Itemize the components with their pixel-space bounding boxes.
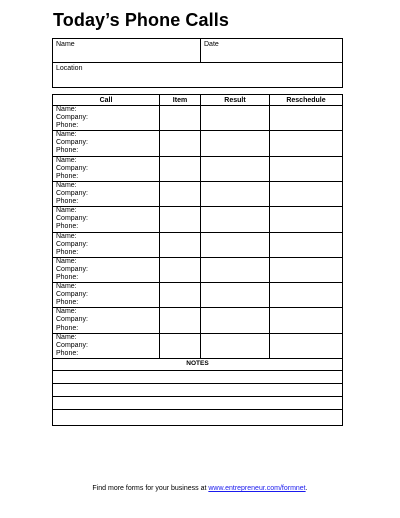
notes-divider — [53, 358, 342, 359]
row-divider — [53, 257, 342, 258]
entry-label: Phone: — [56, 248, 79, 256]
entry-label: Company: — [56, 316, 88, 324]
phone-calls-table — [52, 94, 343, 426]
footer-link[interactable]: www.entrepreneur.com/formnet — [208, 485, 306, 492]
header-info-box — [52, 38, 343, 88]
row-divider — [53, 206, 342, 207]
divider — [53, 62, 342, 63]
entry-label: Phone: — [56, 223, 79, 231]
row-divider — [53, 181, 342, 182]
call-entry — [56, 258, 88, 282]
divider — [200, 39, 201, 62]
column-header-reschedule: Reschedule — [286, 97, 326, 104]
notes-line — [53, 370, 342, 371]
page-title: Today’s Phone Calls — [53, 10, 229, 30]
row-divider — [53, 130, 342, 131]
call-entry — [56, 131, 88, 155]
column-divider — [269, 95, 270, 359]
call-entry — [56, 106, 88, 130]
entry-label: Company: — [56, 240, 88, 248]
entry-label: Name: — [56, 106, 77, 113]
call-entry — [56, 308, 88, 332]
notes-line — [53, 396, 342, 397]
footer — [0, 485, 400, 492]
entry-label: Name: — [56, 257, 77, 265]
entry-label: Company: — [56, 189, 88, 197]
entry-label: Company: — [56, 114, 88, 122]
notes-line — [53, 383, 342, 384]
column-header-result: Result — [224, 97, 246, 104]
call-entry — [56, 334, 88, 358]
entry-label: Name: — [56, 283, 77, 291]
name-field-label: Name — [56, 41, 75, 48]
call-entry — [56, 233, 88, 257]
call-entry — [56, 157, 88, 181]
column-divider — [200, 95, 201, 359]
entry-label: Name: — [56, 207, 77, 215]
column-header-call: Call — [99, 97, 113, 104]
entry-label: Phone: — [56, 349, 79, 357]
entry-label: Name: — [56, 232, 77, 240]
entry-label: Name: — [56, 308, 77, 316]
entry-label: Phone: — [56, 122, 79, 130]
entry-label: Company: — [56, 265, 88, 273]
entry-label: Phone: — [56, 273, 79, 281]
row-divider — [53, 232, 342, 233]
entry-label: Company: — [56, 291, 88, 299]
entry-label: Phone: — [56, 198, 79, 206]
entry-label: Phone: — [56, 299, 79, 307]
call-entry — [56, 207, 88, 231]
notes-line — [53, 409, 342, 410]
call-entry — [56, 283, 88, 307]
row-divider — [53, 282, 342, 283]
entry-label: Company: — [56, 139, 88, 147]
row-divider — [53, 307, 342, 308]
entry-label: Phone: — [56, 324, 79, 332]
entry-label: Phone: — [56, 172, 79, 180]
entry-label: Phone: — [56, 147, 79, 155]
date-field-label: Date — [204, 41, 219, 48]
row-divider — [53, 105, 342, 106]
column-header-item: Item — [172, 97, 188, 104]
entry-label: Name: — [56, 131, 77, 139]
entry-label: Name: — [56, 156, 77, 164]
column-divider — [159, 95, 160, 359]
call-entry — [56, 182, 88, 206]
row-divider — [53, 333, 342, 334]
footer-text: Find more forms for your business at — [92, 485, 209, 492]
location-field-label: Location — [56, 65, 83, 72]
entry-label: Company: — [56, 164, 88, 172]
entry-label: Company: — [56, 341, 88, 349]
entry-label: Company: — [56, 215, 88, 223]
entry-label: Name: — [56, 181, 77, 189]
notes-header: NOTES — [186, 360, 209, 367]
footer-suffix: . — [305, 485, 308, 492]
row-divider — [53, 156, 342, 157]
entry-label: Name: — [56, 333, 77, 341]
